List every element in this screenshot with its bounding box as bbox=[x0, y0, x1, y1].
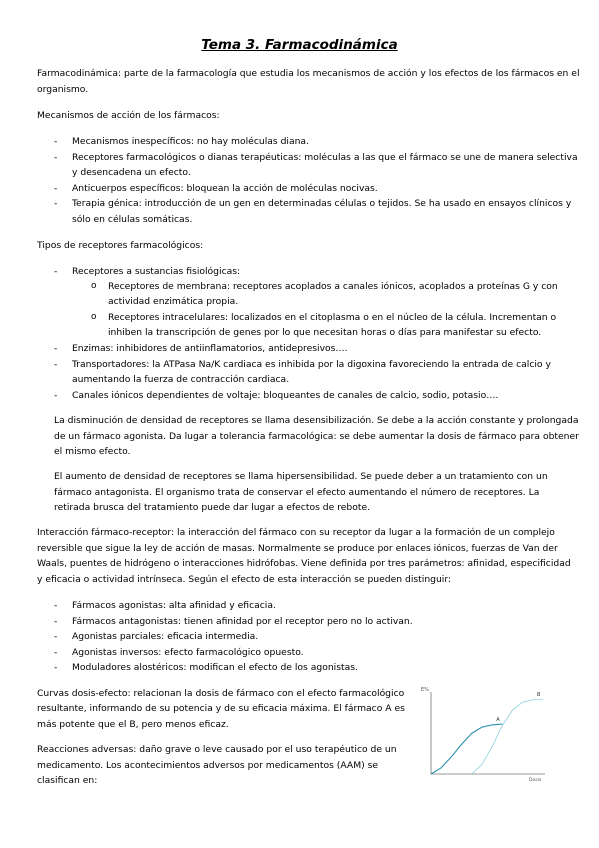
mech-item: Terapia génica: introducción de un gen en determinadas células o tejidos. Se ha usado en ensayos clínicos y bbox=[72, 198, 572, 209]
list-dash: - bbox=[54, 647, 58, 658]
curve-a bbox=[431, 724, 502, 774]
drug-item: Moduladores alostéricos: modifican el efecto de los agonistas. bbox=[72, 662, 358, 673]
curve-label-b: B bbox=[537, 692, 541, 699]
mech-item: Anticuerpos específicos: bloquean la acción de moléculas nocivas. bbox=[72, 183, 378, 194]
desensitization-line: el mismo efecto. bbox=[54, 446, 131, 457]
drug-item: Agonistas inversos: efecto farmacológico opuesto. bbox=[72, 647, 304, 658]
types-subitem: Receptores de membrana: receptores acoplados a canales iónicos, acoplados a proteínas G y con bbox=[108, 281, 558, 292]
interaction-line: y eficacia o actividad intrínseca. Según el efecto de esta interacción se pueden distinguir: bbox=[37, 574, 452, 585]
interaction-line: reversible que sigue la ley de acción de masas. Normalmente se produce por enlaces iónicos, fuerzas de Van der bbox=[37, 543, 558, 554]
list-dash: - bbox=[54, 343, 58, 354]
x-axis-label: Dosis bbox=[529, 778, 542, 783]
list-dash: - bbox=[54, 152, 58, 163]
list-dash: - bbox=[54, 631, 58, 642]
curves-line: más potente que el B, pero menos eficaz. bbox=[37, 719, 229, 730]
desensitization-line: de un fármaco agonista. Da lugar a tolerancia farmacológica: se debe aumentar la dosis de fármaco para obtener bbox=[54, 431, 579, 442]
intro-line: Farmacodinámica: parte de la farmacología que estudia los mecanismos de acción y los efectos de los fármacos en el bbox=[37, 68, 580, 79]
curve-label-a: A bbox=[496, 717, 500, 724]
hypersensitivity-line: retirada brusca del tratamiento puede dar lugar a efectos de rebote. bbox=[54, 502, 371, 513]
list-dash: - bbox=[54, 662, 58, 673]
dose-effect-chart bbox=[419, 684, 549, 784]
hypersensitivity-line: El aumento de densidad de receptores se llama hipersensibilidad. Se puede deber a un tratamiento con un bbox=[54, 471, 548, 482]
list-dash: - bbox=[54, 266, 58, 277]
sub-bullet: o bbox=[91, 281, 97, 291]
adverse-line: medicamento. Los acontecimientos adversos por medicamentos (AAM) se bbox=[37, 760, 379, 771]
types-item: Receptores a sustancias fisiológicas: bbox=[72, 266, 241, 277]
mech-item-cont: sólo en células somáticas. bbox=[72, 214, 193, 225]
types-item: Transportadores: la ATPasa Na/K cardiaca es inhibida por la digoxina favoreciendo la entrada de calcio y bbox=[72, 359, 551, 370]
list-dash: - bbox=[54, 390, 58, 401]
types-item: Canales iónicos dependientes de voltaje: bloqueantes de canales de calcio, sodio, potasio…. bbox=[72, 390, 499, 401]
mech-item: Mecanismos inespecíficos: no hay moléculas diana. bbox=[72, 136, 309, 147]
types-item: Enzimas: inhibidores de antiinflamatorios, antidepresivos…. bbox=[72, 343, 348, 354]
adverse-line: clasifican en: bbox=[37, 775, 98, 786]
drug-item: Agonistas parciales: eficacia intermedia. bbox=[72, 631, 259, 642]
hypersensitivity-line: fármaco antagonista. El organismo trata de conservar el efecto aumentando el número de receptores. La bbox=[54, 487, 540, 498]
types-heading: Tipos de receptores farmacológicos: bbox=[37, 240, 204, 251]
mech-heading: Mecanismos de acción de los fármacos: bbox=[37, 110, 220, 121]
intro-line: organismo. bbox=[37, 84, 89, 95]
interaction-line: Waals, puentes de hidrógeno o interacciones hidrófobas. Viene definida por tres parámetros: afinidad, especificidad bbox=[37, 558, 571, 569]
curves-line: Curvas dosis-efecto: relacionan la dosis de fármaco con el efecto farmacológico bbox=[37, 688, 405, 699]
curve-b bbox=[472, 699, 543, 774]
list-dash: - bbox=[54, 136, 58, 147]
mech-item: Receptores farmacológicos o dianas terapéuticas: moléculas a las que el fármaco se une de manera selectiva bbox=[72, 152, 578, 163]
types-subitem-cont: inhiben la transcripción de genes por lo que necesitan horas o días para manifestar su efecto. bbox=[108, 327, 542, 338]
series-layer bbox=[431, 692, 543, 774]
page-title: Tema 3. Farmacodinámica bbox=[201, 37, 398, 53]
types-item-cont: aumentando la fuerza de contracción cardiaca. bbox=[72, 374, 290, 385]
types-subitem: Receptores intracelulares: localizados en el citoplasma o en el núcleo de la célula. Incrementan o bbox=[108, 312, 557, 323]
desensitization-line: La disminución de densidad de receptores se llama desensibilización. Se debe a la acción constante y prolongada bbox=[54, 415, 579, 426]
y-axis-label: E% bbox=[421, 687, 429, 693]
list-dash: - bbox=[54, 183, 58, 194]
mech-item-cont: y desencadena un efecto. bbox=[72, 167, 191, 178]
list-dash: - bbox=[54, 198, 58, 209]
list-dash: - bbox=[54, 616, 58, 627]
drug-item: Fármacos agonistas: alta afinidad y eficacia. bbox=[72, 600, 276, 611]
list-dash: - bbox=[54, 359, 58, 370]
sub-bullet: o bbox=[91, 312, 97, 322]
types-subitem-cont: actividad enzimática propia. bbox=[108, 296, 239, 307]
adverse-line: Reacciones adversas: daño grave o leve causado por el uso terapéutico de un bbox=[37, 744, 397, 755]
drug-item: Fármacos antagonistas: tienen afinidad por el receptor pero no lo activan. bbox=[72, 616, 413, 627]
curves-line: resultante, informando de su potencia y de su eficacia máxima. El fármaco A es bbox=[37, 703, 405, 714]
list-dash: - bbox=[54, 600, 58, 611]
interaction-line: Interacción fármaco-receptor: la interacción del fármaco con su receptor da lugar a la formación de un complejo bbox=[37, 527, 555, 538]
